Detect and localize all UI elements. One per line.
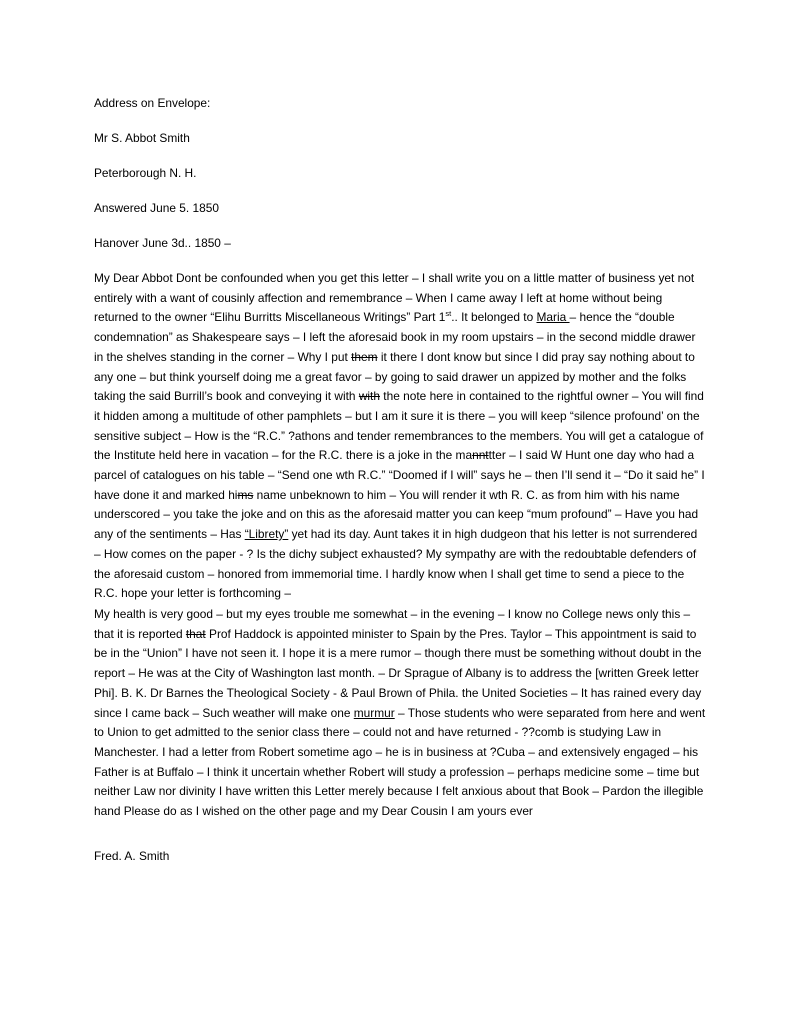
text-run: Prof Haddock is appointed minister to Spain by the Pres. Taylor – This appointment is said to be in the “Union” I have not seen it. I hope it is a mere rumor – though there must be something without doubt in the report – He was at the City of Washington last month. – Dr Sprague of Albany is to address the [written Greek letter Phi]. B. K. Dr Barnes the Theological Society - & Paul Brown of Phila. the United Societies – It has rained every day since I came back – Such weather will make one xyxy=(94,626,705,720)
struck-text: ms xyxy=(237,487,254,502)
text-run: tter – I said W Hunt one day who had a parcel of catalogues on his table – “Send one wth R.C.” “Doomed if I will” says he – then I’ll send it – “Do it said he” I have done it and marked hi xyxy=(94,448,708,502)
text-run: My health is very good – but my eyes trouble me somewhat – in the evening – I know no College news only this – that it is reported xyxy=(94,607,694,641)
text-run: name unbeknown to him – You will render it wth R. C. as from him with his name underscored – you take the joke and on this as the aforesaid matter you can keep “mum profound” – Have you had any of the sentiments – Has xyxy=(94,487,702,542)
text-run: – hence the “double condemnation” as Shakespeare says – I left the aforesaid book in my room upstairs – in the second middle drawer in the shelves standing in the corner – Why I put xyxy=(94,310,699,364)
underlined-text: murmur xyxy=(353,705,395,720)
underlined-text: “Librety” xyxy=(244,527,289,542)
text-run: yet had its day. Aunt takes it in high dudgeon that his letter is not surrendered – How comes on the paper - ? Is the dichy subject exhausted? My sympathy are with the redoubtable defenders of the aforesaid custom – honored from immemorial time. I hardly know when I shall get time to send a piece to the R.C. hope your letter is forthcoming – xyxy=(94,527,701,601)
envelope-label: Address on Envelope: xyxy=(94,96,211,110)
struck-text: them xyxy=(351,349,378,364)
text-run: My Dear Abbot Dont be confounded when you get this letter – I shall write you on a little matter of business yet not entirely with a want of cousinly affection and remembrance – When I came away I left at home without being returned to the owner “Elihu Burritts Miscellaneous Writings” Part 1 xyxy=(94,271,698,325)
letter-paragraph-2 xyxy=(94,605,709,822)
text-run: – Those students who were separated from here and went to Union to get admitted to the senior class there – could not and have returned - ??comb is studying Law in Manchester. I had a letter from Robert sometime ago – he is in business at ?Cuba – and extensively engaged – his Father is at Buffalo – I think it uncertain whether Robert will study a profession – perhaps medicine some – time but neither Law nor divinity I have written this Letter merely because I felt anxious about that Book – Pardon the illegible hand Please do as I wished on the other page and my Dear Cousin I am yours ever xyxy=(94,705,709,819)
signature: Fred. A. Smith xyxy=(94,849,170,863)
place: Peterborough N. H. xyxy=(94,166,197,180)
dateline: Hanover June 3d.. 1850 – xyxy=(94,236,231,250)
struck-text: that xyxy=(185,626,206,641)
struck-text: nnt xyxy=(472,448,489,463)
struck-text: with xyxy=(358,389,380,404)
superscript: st xyxy=(445,309,452,319)
text-run: .. It belonged to xyxy=(451,310,537,325)
text-run: the note here in contained to the rightful owner – You will find it hidden among a multitude of other pamphlets – but I am it sure it is there – you will keep “silence profound’ on the sensitive subject – How is the “R.C.” ?athons and tender remembrances to the members. You will get a catalogue of the Institute held here in vacation – for the R.C. there is a joke in the ma xyxy=(94,389,708,463)
underlined-text: Maria xyxy=(536,310,570,325)
addressee: Mr S. Abbot Smith xyxy=(94,131,190,145)
answered-date: Answered June 5. 1850 xyxy=(94,201,219,215)
letter-paragraph-1 xyxy=(94,269,706,604)
text-run: it there I dont know but since I did pray say nothing about to any one – but think yourself doing me a great favor – by going to said drawer un appized by mother and the folks taking the said Burrill’s book and conveying it with xyxy=(94,349,699,404)
